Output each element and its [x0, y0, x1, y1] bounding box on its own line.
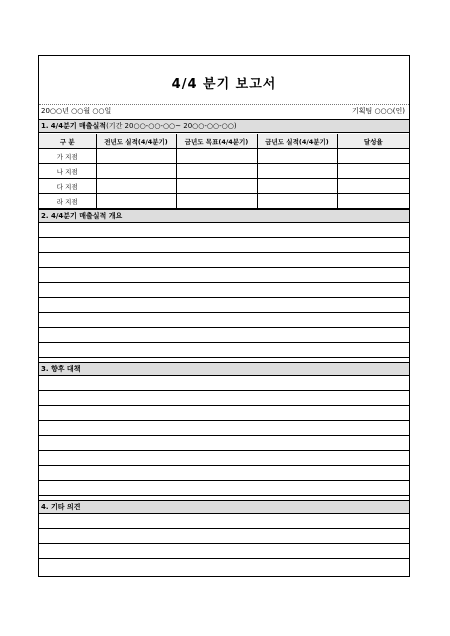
section-label: 2. 4/4분기 매출실적 개요 [41, 212, 123, 220]
column-header: 금년도 목표(4/4분기) [176, 134, 257, 149]
table-cell[interactable] [337, 149, 409, 164]
overview-writing-area[interactable] [39, 223, 409, 373]
table-cell[interactable] [257, 179, 337, 194]
section-period: (기간 20○○-○○-○○~ 20○○-○○-○○) [106, 122, 237, 130]
column-header: 금년도 실적(4/4분기) [257, 134, 337, 149]
section-other-opinions [39, 500, 409, 514]
table-cell[interactable] [96, 194, 176, 209]
report-form [38, 55, 410, 577]
page-title: 4/4 분기 보고서 [171, 77, 277, 92]
table-cell[interactable] [176, 194, 257, 209]
branch-name: 라 지점 [39, 194, 96, 209]
column-header: 전년도 실적(4/4분기) [96, 134, 176, 149]
table-cell[interactable] [96, 164, 176, 179]
column-header: 구 분 [39, 134, 96, 149]
section-label: 4. 기타 의견 [41, 503, 81, 511]
report-date: 20○○년 ○○월 ○○일 [41, 107, 112, 115]
table-header-row [39, 134, 409, 149]
table-row [39, 179, 409, 194]
table-cell[interactable] [176, 179, 257, 194]
table-row [39, 164, 409, 179]
section-label: 3. 향후 대책 [41, 365, 81, 373]
plans-writing-area[interactable] [39, 376, 409, 511]
column-header: 달성율 [337, 134, 409, 149]
table-cell[interactable] [96, 179, 176, 194]
section-number: 1. [41, 122, 49, 130]
branch-name: 다 지점 [39, 179, 96, 194]
table-cell[interactable] [96, 149, 176, 164]
table-cell[interactable] [176, 149, 257, 164]
opinions-writing-area[interactable] [39, 514, 409, 574]
section-sales-overview [39, 209, 409, 223]
report-header [39, 104, 409, 120]
table-row [39, 194, 409, 209]
table-cell[interactable] [257, 194, 337, 209]
report-author: 기획팀 ○○○(인) [351, 107, 405, 115]
section-label: 4/4분기 매출실적 [50, 122, 107, 130]
branch-name: 가 지점 [39, 149, 96, 164]
section-future-plans [39, 362, 409, 376]
table-cell[interactable] [257, 149, 337, 164]
table-cell[interactable] [176, 164, 257, 179]
table-cell[interactable] [257, 164, 337, 179]
branch-name: 나 지점 [39, 164, 96, 179]
table-row [39, 149, 409, 164]
table-cell[interactable] [337, 179, 409, 194]
table-cell[interactable] [337, 194, 409, 209]
section-sales-results [39, 119, 409, 133]
sales-table [39, 134, 409, 209]
table-cell[interactable] [337, 164, 409, 179]
